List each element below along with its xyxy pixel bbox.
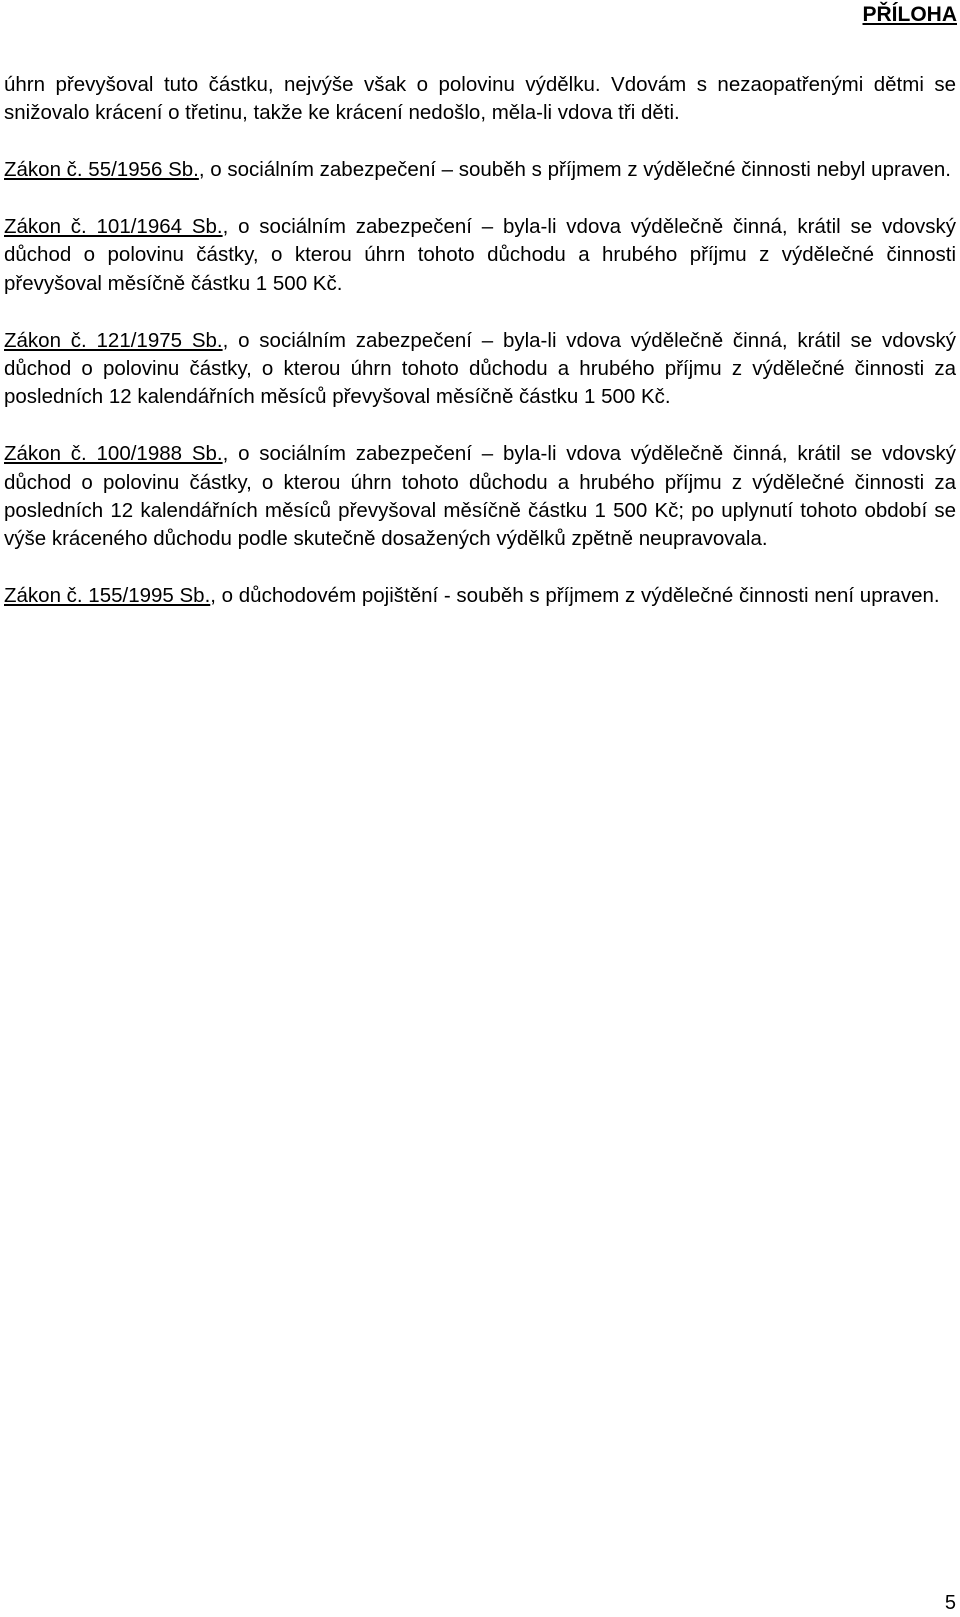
- paragraph-text: úhrn převyšoval tuto částku, nejvýše však o polovinu výdělku. Vdovám s nezaopatřenými dětmi se snižovalo krácení o třetinu, takže ke krácení nedošlo, měla-li vdova tři děti.: [4, 73, 956, 125]
- law-reference: Zákon č. 155/1995 Sb.: [4, 584, 211, 608]
- law-reference: Zákon č. 101/1964 Sb.: [4, 215, 223, 238]
- page-header-title: PŘÍLOHA: [862, 3, 957, 26]
- paragraph-text: , o sociálním zabezpečení – souběh s příjmem z výdělečné činnosti nebyl upraven.: [198, 158, 951, 182]
- law-reference: Zákon č. 55/1956 Sb.: [4, 158, 199, 182]
- paragraph-continuation: [4, 71, 956, 128]
- paragraph-text: , o důchodovém pojištění - souběh s příjmem z výdělečné činnosti není upraven.: [210, 584, 940, 608]
- law-reference: Zákon č. 100/1988 Sb.: [4, 442, 223, 466]
- paragraph-law-1975: [4, 327, 956, 412]
- paragraph-text: , o sociálním zabezpečení – byla-li vdova výdělečně činná, krátil se vdovský důchod o polovinu částky, o kterou úhrn tohoto důchodu a hrubého příjmu z výdělečné činnosti za posledních 12 kalendářních měsíců převyšoval měsíčně částku 1 500 Kč; po uplynutí tohoto období se výše kráceného důchodu podle skutečně dosažených výdělků zpětně neupravovala.: [4, 442, 957, 551]
- document-body: [4, 71, 956, 639]
- paragraph-law-1988: [4, 440, 956, 554]
- paragraph-text: , o sociálním zabezpečení – byla-li vdova výdělečně činná, krátil se vdovský důchod o polovinu částky, o kterou úhrn tohoto důchodu a hrubého příjmu z výdělečné činnosti převyšoval měsíčně částku 1 500 Kč.: [4, 215, 957, 295]
- law-reference: Zákon č. 121/1975 Sb.: [4, 328, 223, 352]
- paragraph-law-1995: [4, 582, 956, 610]
- page-number: 5: [944, 1592, 956, 1614]
- paragraph-law-1964: [4, 213, 956, 298]
- paragraph-law-1956: [4, 156, 956, 184]
- paragraph-text: , o sociálním zabezpečení – byla-li vdova výdělečně činná, krátil se vdovský důchod o polovinu částky, o kterou úhrn tohoto důchodu a hrubého příjmu z výdělečné činnosti za posledních 12 kalendářních měsíců převyšoval měsíčně částku 1 500 Kč.: [4, 328, 957, 409]
